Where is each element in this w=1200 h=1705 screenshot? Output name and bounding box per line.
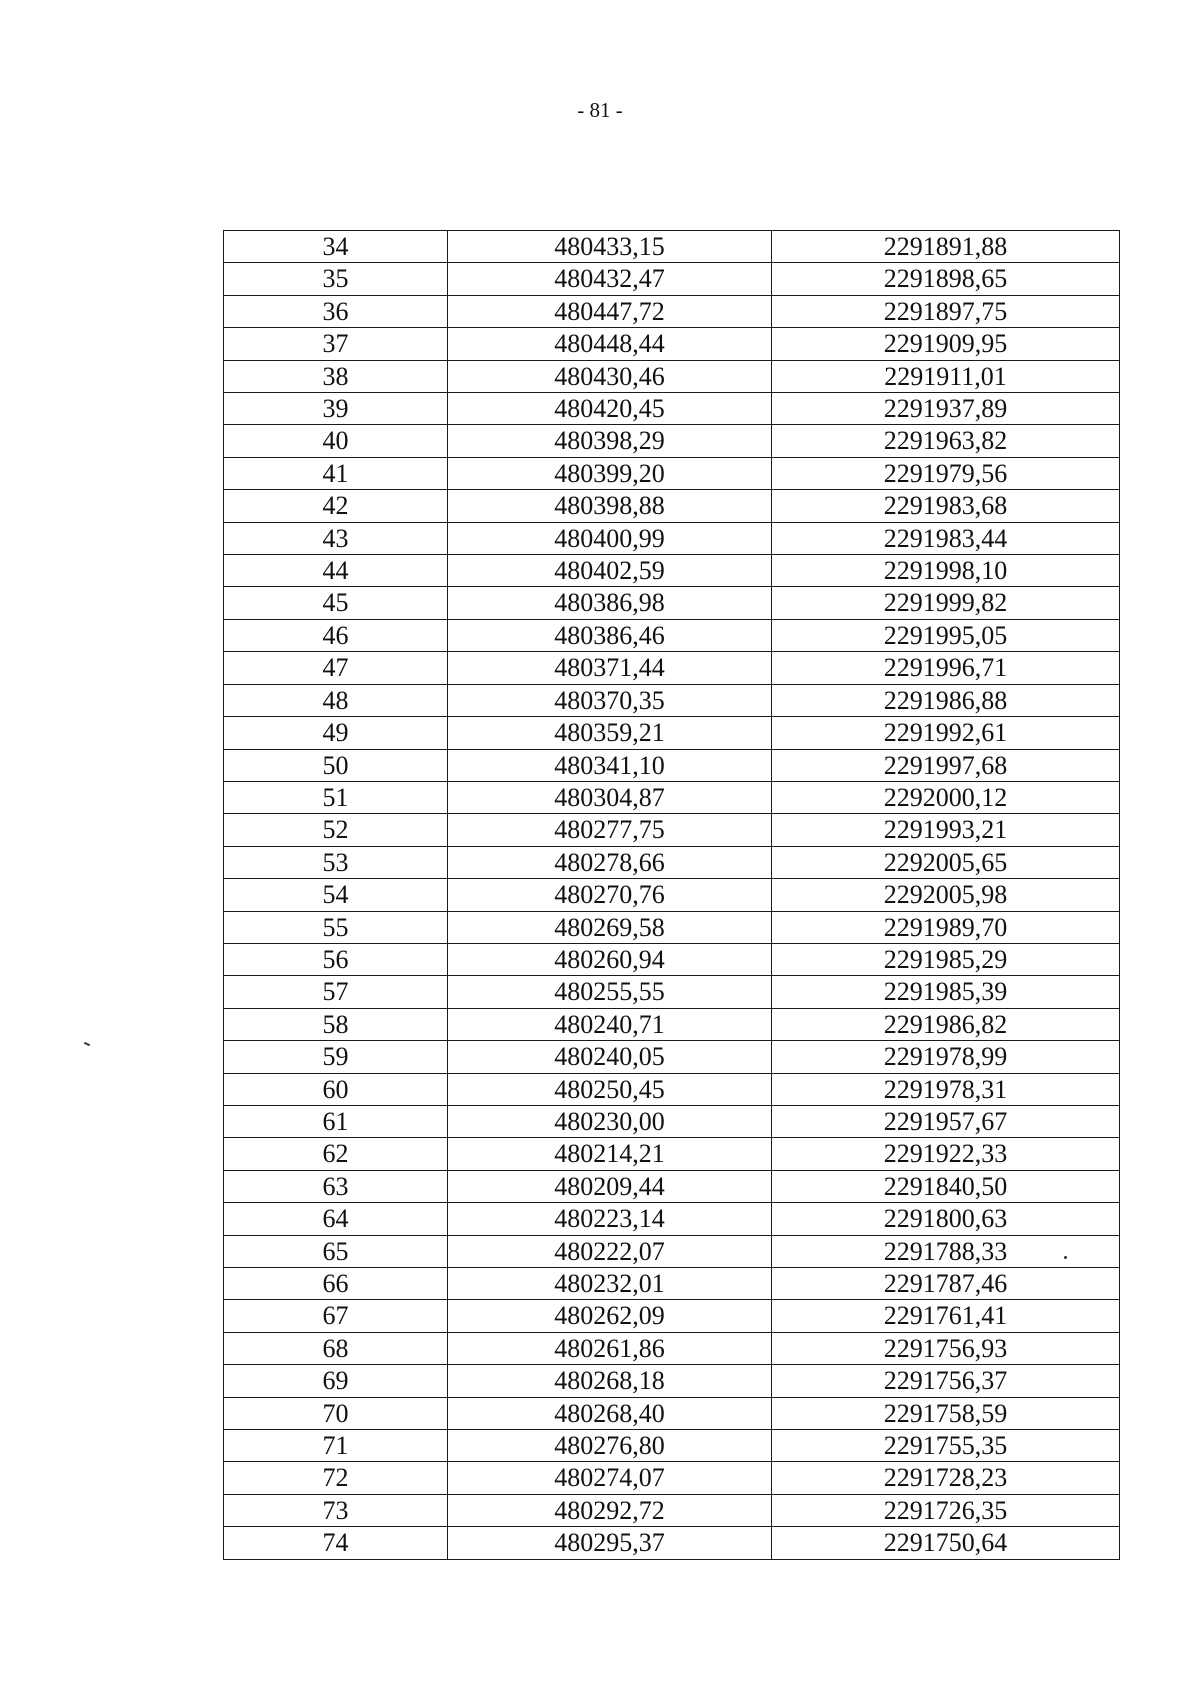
x-coordinate-cell: 480276,80 <box>448 1430 772 1462</box>
y-coordinate-cell: 2292005,65 <box>772 846 1120 878</box>
y-coordinate-cell: 2291992,61 <box>772 717 1120 749</box>
table-row <box>224 555 1120 587</box>
table-row <box>224 490 1120 522</box>
table-row <box>224 781 1120 813</box>
y-coordinate-cell: 2291758,59 <box>772 1397 1120 1429</box>
point-number-cell: 52 <box>224 814 448 846</box>
x-coordinate-cell: 480255,55 <box>448 976 772 1008</box>
y-coordinate-cell: 2291983,68 <box>772 490 1120 522</box>
point-number-cell: 40 <box>224 425 448 457</box>
point-number-cell: 56 <box>224 943 448 975</box>
point-number-cell: 35 <box>224 263 448 295</box>
y-coordinate-cell: 2291989,70 <box>772 911 1120 943</box>
table-row <box>224 1332 1120 1364</box>
table-row <box>224 263 1120 295</box>
y-coordinate-cell: 2291983,44 <box>772 522 1120 554</box>
point-number-cell: 69 <box>224 1365 448 1397</box>
x-coordinate-cell: 480341,10 <box>448 749 772 781</box>
y-coordinate-cell: 2291978,31 <box>772 1073 1120 1105</box>
point-number-cell: 64 <box>224 1203 448 1235</box>
y-coordinate-cell: 2292005,98 <box>772 879 1120 911</box>
x-coordinate-cell: 480447,72 <box>448 295 772 327</box>
point-number-cell: 51 <box>224 781 448 813</box>
table-row <box>224 360 1120 392</box>
table-row <box>224 652 1120 684</box>
point-number-cell: 55 <box>224 911 448 943</box>
y-coordinate-cell: 2291728,23 <box>772 1462 1120 1494</box>
table-row <box>224 1105 1120 1137</box>
y-coordinate-cell: 2291957,67 <box>772 1105 1120 1137</box>
table-row <box>224 587 1120 619</box>
table-row <box>224 1073 1120 1105</box>
scan-speck <box>84 1042 90 1046</box>
y-coordinate-cell: 2291726,35 <box>772 1494 1120 1526</box>
x-coordinate-cell: 480402,59 <box>448 555 772 587</box>
x-coordinate-cell: 480398,88 <box>448 490 772 522</box>
point-number-cell: 46 <box>224 619 448 651</box>
y-coordinate-cell: 2291755,35 <box>772 1430 1120 1462</box>
point-number-cell: 37 <box>224 328 448 360</box>
x-coordinate-cell: 480304,87 <box>448 781 772 813</box>
x-coordinate-cell: 480250,45 <box>448 1073 772 1105</box>
x-coordinate-cell: 480240,71 <box>448 1008 772 1040</box>
x-coordinate-cell: 480262,09 <box>448 1300 772 1332</box>
point-number-cell: 48 <box>224 684 448 716</box>
y-coordinate-cell: 2291998,10 <box>772 555 1120 587</box>
table-row <box>224 976 1120 1008</box>
table-row <box>224 393 1120 425</box>
table-row <box>224 749 1120 781</box>
table-row <box>224 522 1120 554</box>
table-row <box>224 1397 1120 1429</box>
point-number-cell: 58 <box>224 1008 448 1040</box>
page-number: - 81 - <box>577 98 623 122</box>
point-number-cell: 39 <box>224 393 448 425</box>
point-number-cell: 42 <box>224 490 448 522</box>
table-row <box>224 1268 1120 1300</box>
table-row <box>224 814 1120 846</box>
point-number-cell: 74 <box>224 1527 448 1559</box>
y-coordinate-cell: 2291800,63 <box>772 1203 1120 1235</box>
y-coordinate-cell: 2291985,29 <box>772 943 1120 975</box>
x-coordinate-cell: 480209,44 <box>448 1170 772 1202</box>
y-coordinate-cell: 2291750,64 <box>772 1527 1120 1559</box>
point-number-cell: 41 <box>224 457 448 489</box>
table-row <box>224 684 1120 716</box>
x-coordinate-cell: 480214,21 <box>448 1138 772 1170</box>
point-number-cell: 67 <box>224 1300 448 1332</box>
y-coordinate-cell: 2291840,50 <box>772 1170 1120 1202</box>
y-coordinate-cell: 2291997,68 <box>772 749 1120 781</box>
point-number-cell: 36 <box>224 295 448 327</box>
y-coordinate-cell: 2291897,75 <box>772 295 1120 327</box>
point-number-cell: 59 <box>224 1041 448 1073</box>
x-coordinate-cell: 480270,76 <box>448 879 772 911</box>
table-row <box>224 717 1120 749</box>
x-coordinate-cell: 480268,18 <box>448 1365 772 1397</box>
x-coordinate-cell: 480371,44 <box>448 652 772 684</box>
point-number-cell: 66 <box>224 1268 448 1300</box>
table-row <box>224 231 1120 263</box>
x-coordinate-cell: 480222,07 <box>448 1235 772 1267</box>
x-coordinate-cell: 480292,72 <box>448 1494 772 1526</box>
table-row <box>224 295 1120 327</box>
y-coordinate-cell: 2291922,33 <box>772 1138 1120 1170</box>
x-coordinate-cell: 480274,07 <box>448 1462 772 1494</box>
x-coordinate-cell: 480295,37 <box>448 1527 772 1559</box>
point-number-cell: 38 <box>224 360 448 392</box>
table-row <box>224 1494 1120 1526</box>
y-coordinate-cell: 2291986,82 <box>772 1008 1120 1040</box>
y-coordinate-cell: 2291756,37 <box>772 1365 1120 1397</box>
table-row <box>224 1430 1120 1462</box>
x-coordinate-cell: 480398,29 <box>448 425 772 457</box>
x-coordinate-cell: 480240,05 <box>448 1041 772 1073</box>
y-coordinate-cell: 2291761,41 <box>772 1300 1120 1332</box>
y-coordinate-cell: 2291999,82 <box>772 587 1120 619</box>
y-coordinate-cell: 2291898,65 <box>772 263 1120 295</box>
table-row <box>224 846 1120 878</box>
point-number-cell: 53 <box>224 846 448 878</box>
table-row <box>224 1235 1120 1267</box>
table-row <box>224 1008 1120 1040</box>
y-coordinate-cell: 2292000,12 <box>772 781 1120 813</box>
point-number-cell: 54 <box>224 879 448 911</box>
table-row <box>224 1041 1120 1073</box>
table-row <box>224 1527 1120 1559</box>
x-coordinate-cell: 480432,47 <box>448 263 772 295</box>
y-coordinate-cell: 2291979,56 <box>772 457 1120 489</box>
table-row <box>224 1203 1120 1235</box>
point-number-cell: 57 <box>224 976 448 1008</box>
x-coordinate-cell: 480399,20 <box>448 457 772 489</box>
y-coordinate-cell: 2291787,46 <box>772 1268 1120 1300</box>
point-number-cell: 72 <box>224 1462 448 1494</box>
point-number-cell: 68 <box>224 1332 448 1364</box>
table-row <box>224 328 1120 360</box>
point-number-cell: 34 <box>224 231 448 263</box>
coordinates-table <box>223 230 1120 1560</box>
point-number-cell: 63 <box>224 1170 448 1202</box>
point-number-cell: 61 <box>224 1105 448 1137</box>
x-coordinate-cell: 480359,21 <box>448 717 772 749</box>
table-row <box>224 911 1120 943</box>
x-coordinate-cell: 480400,99 <box>448 522 772 554</box>
y-coordinate-cell: 2291937,89 <box>772 393 1120 425</box>
table-row <box>224 1462 1120 1494</box>
x-coordinate-cell: 480430,46 <box>448 360 772 392</box>
point-number-cell: 43 <box>224 522 448 554</box>
x-coordinate-cell: 480386,98 <box>448 587 772 619</box>
point-number-cell: 49 <box>224 717 448 749</box>
table-row <box>224 1170 1120 1202</box>
point-number-cell: 47 <box>224 652 448 684</box>
point-number-cell: 73 <box>224 1494 448 1526</box>
x-coordinate-cell: 480420,45 <box>448 393 772 425</box>
y-coordinate-cell: 2291986,88 <box>772 684 1120 716</box>
point-number-cell: 62 <box>224 1138 448 1170</box>
y-coordinate-cell: 2291911,01 <box>772 360 1120 392</box>
x-coordinate-cell: 480223,14 <box>448 1203 772 1235</box>
table-row <box>224 943 1120 975</box>
table-row <box>224 457 1120 489</box>
y-coordinate-cell: 2291756,93 <box>772 1332 1120 1364</box>
y-coordinate-cell: 2291978,99 <box>772 1041 1120 1073</box>
x-coordinate-cell: 480433,15 <box>448 231 772 263</box>
point-number-cell: 70 <box>224 1397 448 1429</box>
y-coordinate-cell: 2291891,88 <box>772 231 1120 263</box>
x-coordinate-cell: 480261,86 <box>448 1332 772 1364</box>
y-coordinate-cell: 2291963,82 <box>772 425 1120 457</box>
table-row <box>224 879 1120 911</box>
point-number-cell: 45 <box>224 587 448 619</box>
table-row <box>224 1138 1120 1170</box>
point-number-cell: 44 <box>224 555 448 587</box>
y-coordinate-cell: 2291788,33 <box>772 1235 1120 1267</box>
x-coordinate-cell: 480230,00 <box>448 1105 772 1137</box>
x-coordinate-cell: 480448,44 <box>448 328 772 360</box>
table-row <box>224 1365 1120 1397</box>
point-number-cell: 60 <box>224 1073 448 1105</box>
x-coordinate-cell: 480370,35 <box>448 684 772 716</box>
table-row <box>224 619 1120 651</box>
x-coordinate-cell: 480278,66 <box>448 846 772 878</box>
y-coordinate-cell: 2291993,21 <box>772 814 1120 846</box>
point-number-cell: 71 <box>224 1430 448 1462</box>
y-coordinate-cell: 2291909,95 <box>772 328 1120 360</box>
y-coordinate-cell: 2291996,71 <box>772 652 1120 684</box>
x-coordinate-cell: 480386,46 <box>448 619 772 651</box>
y-coordinate-cell: 2291985,39 <box>772 976 1120 1008</box>
point-number-cell: 65 <box>224 1235 448 1267</box>
table-row <box>224 425 1120 457</box>
table-row <box>224 1300 1120 1332</box>
x-coordinate-cell: 480269,58 <box>448 911 772 943</box>
x-coordinate-cell: 480260,94 <box>448 943 772 975</box>
x-coordinate-cell: 480268,40 <box>448 1397 772 1429</box>
coordinates-table-body <box>224 231 1120 1560</box>
point-number-cell: 50 <box>224 749 448 781</box>
y-coordinate-cell: 2291995,05 <box>772 619 1120 651</box>
scan-speck <box>1064 1256 1067 1259</box>
x-coordinate-cell: 480232,01 <box>448 1268 772 1300</box>
x-coordinate-cell: 480277,75 <box>448 814 772 846</box>
